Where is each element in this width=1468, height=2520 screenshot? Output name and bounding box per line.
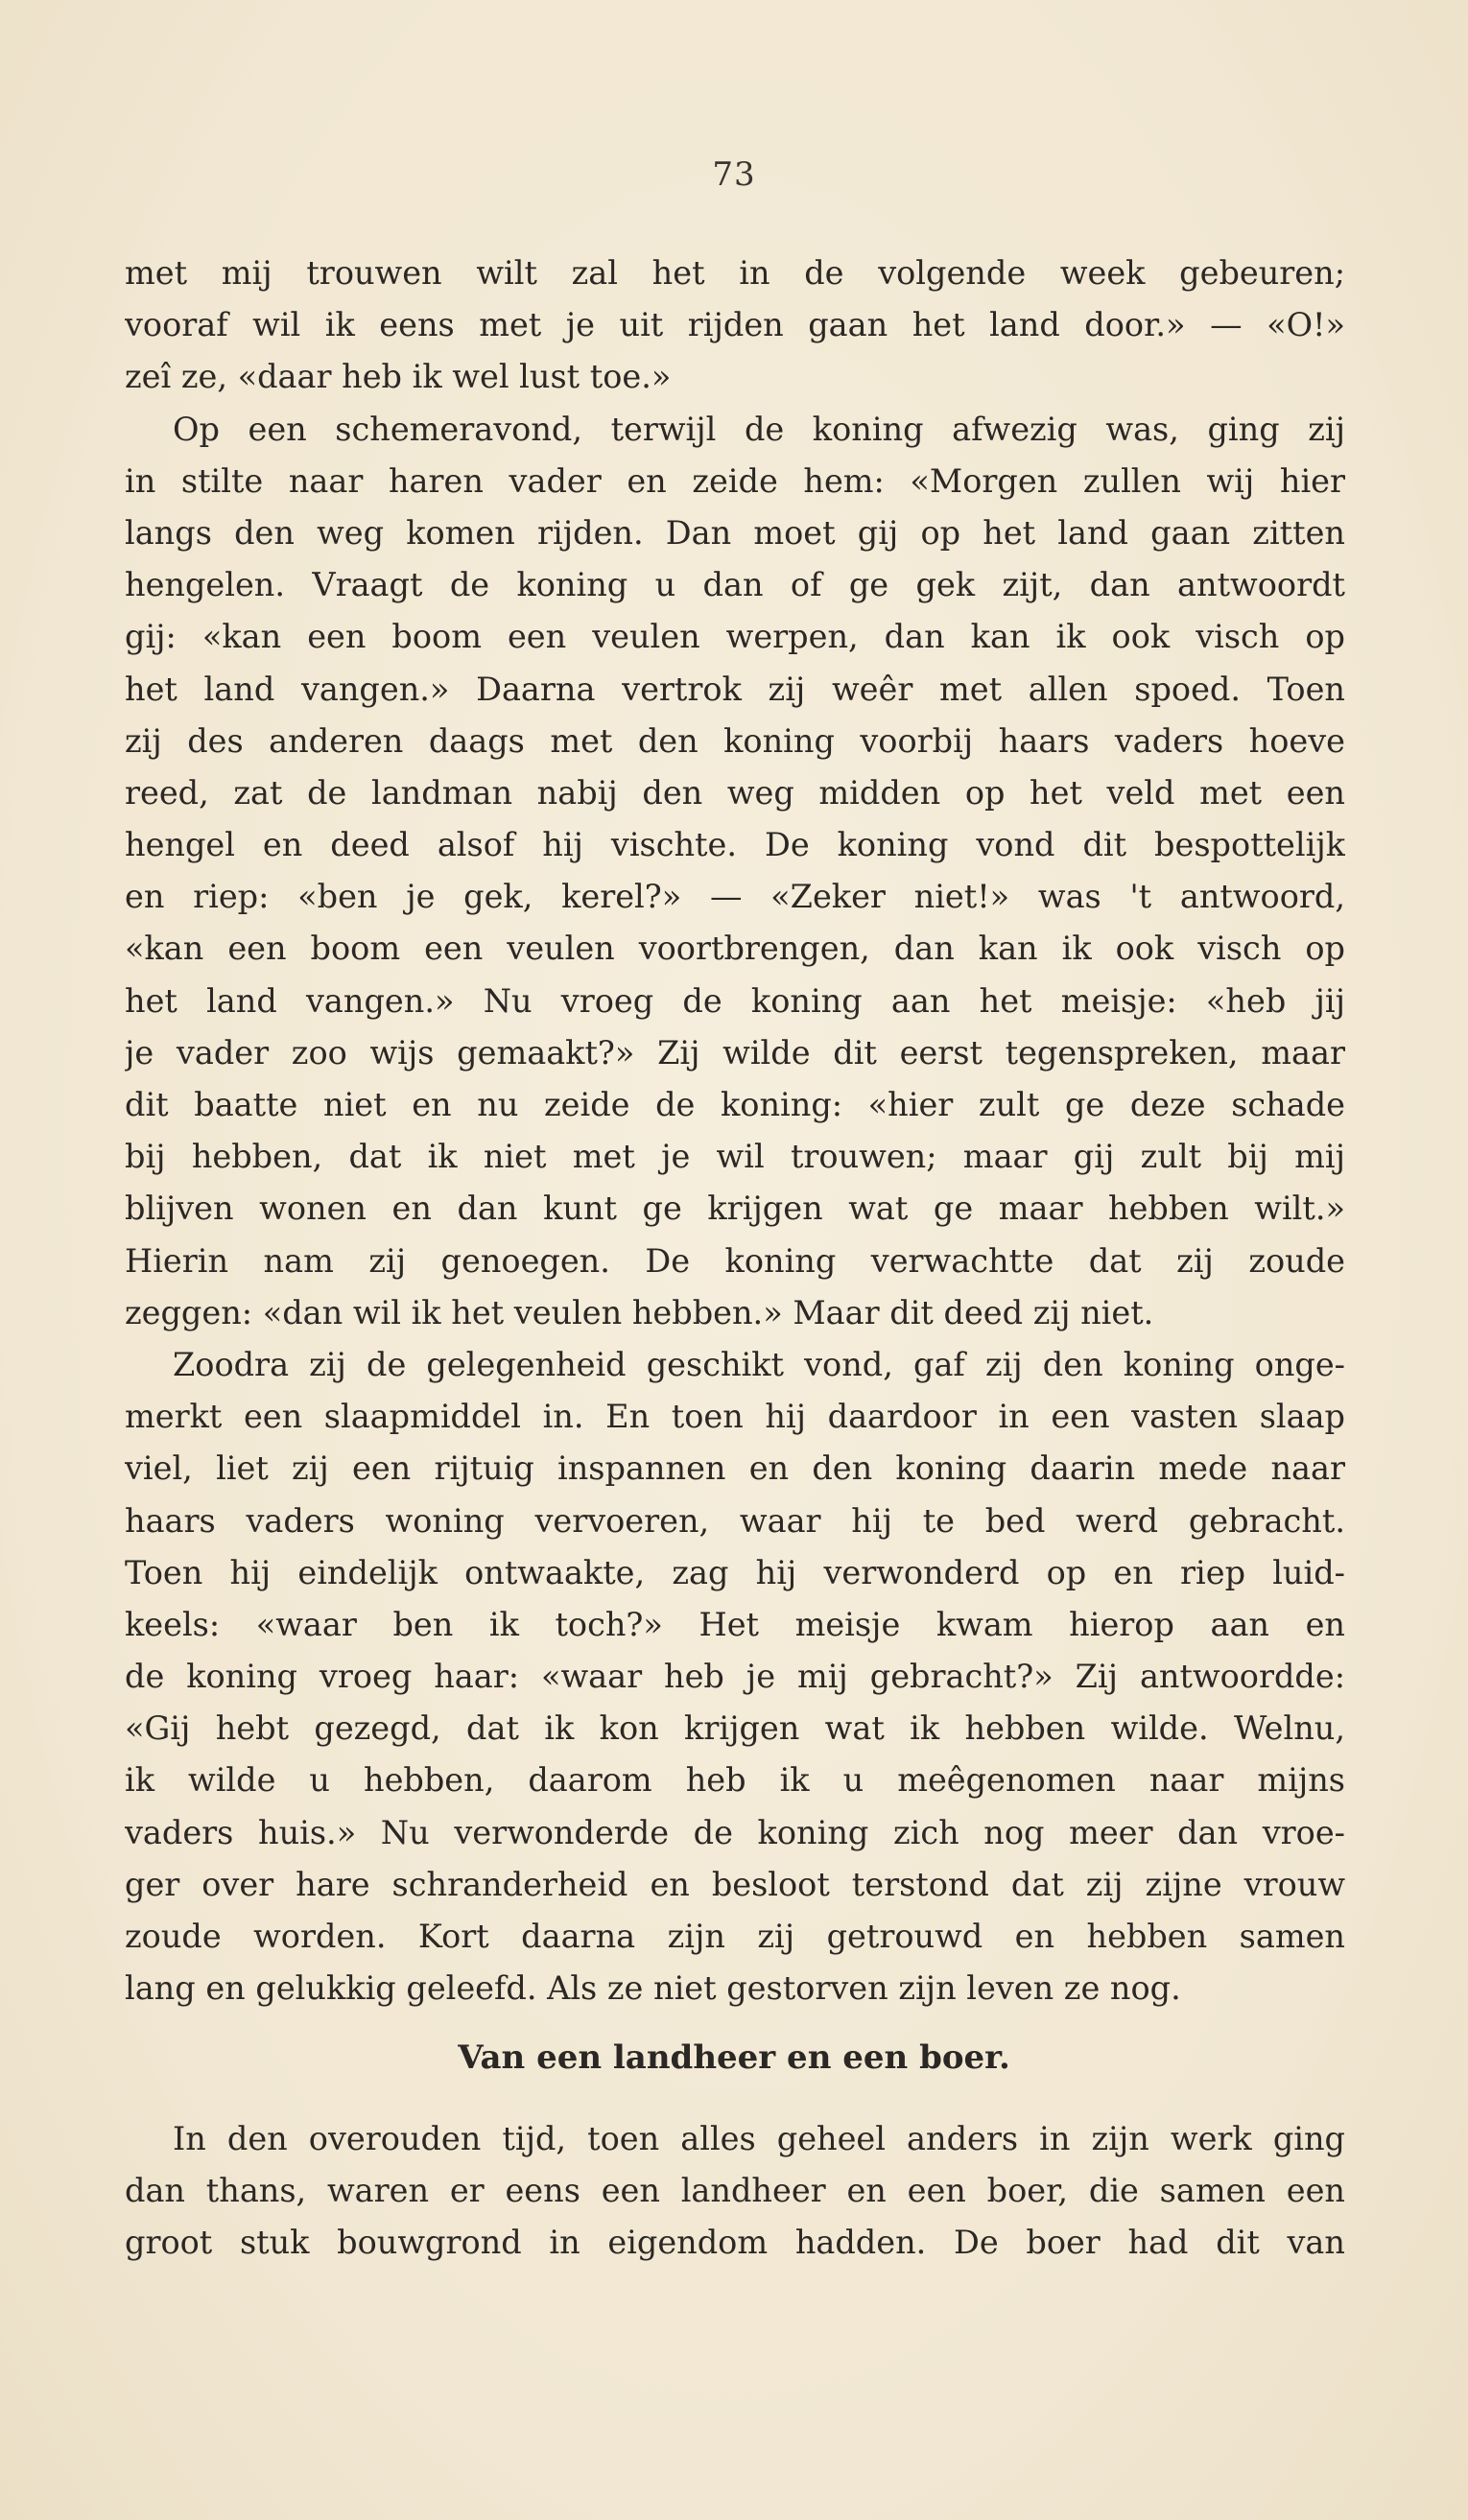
text-line: het land vangen.» Nu vroeg de koning aan het meisje: «heb jij [125,981,1345,1020]
text-line: Toen hij eindelijk ontwaakte, zag hij verwonderd op en riep luid- [125,1553,1345,1591]
text-line: in stilte naar haren vader en zeide hem: «Morgen zullen wij hier [125,461,1345,500]
text-line: haars vaders woning vervoeren, waar hij te bed werd gebracht. [125,1501,1345,1540]
text-line: gij: «kan een boom een veulen werpen, dan kan ik ook visch op [125,618,1345,656]
text-line: zeî ze, «daar heb ik wel lust toe.» [125,358,672,396]
section-heading: Van een landheer en een boer. [458,2038,1010,2077]
text-line: hengelen. Vraagt de koning u dan of ge gek zijt, dan antwoordt [125,566,1345,604]
text-line: hengel en deed alsof hij vischte. De koning vond dit bespottelijk [125,826,1345,864]
text-line: reed, zat de landman nabij den weg midden op het veld met een [125,773,1345,812]
text-line: Hierin nam zij genoegen. De koning verwachtte dat zij zoude [125,1241,1345,1280]
text-line: viel, liet zij een rijtuig inspannen en den koning daarin mede naar [125,1449,1345,1488]
text-line: Op een schemeravond, terwijl de koning afwezig was, ging zij [173,410,1345,448]
text-line: dit baatte niet en nu zeide de koning: «hier zult ge deze schade [125,1086,1345,1123]
text-line: je vader zoo wijs gemaakt?» Zij wilde dit eerst tegenspreken, maar [125,1033,1345,1072]
text-line: groot stuk bouwgrond in eigendom hadden. De boer had dit van [125,2224,1345,2262]
page-number: 73 [712,155,756,194]
text-line: zij des anderen daags met den koning voorbij haars vaders hoeve [125,721,1345,760]
text-line: In den overouden tijd, toen alles geheel anders in zijn werk ging [173,2120,1345,2157]
text-line: zoude worden. Kort daarna zijn zij getrouwd en hebben samen [125,1918,1345,1955]
next-story-text [125,2113,1345,2270]
text-line: keels: «waar ben ik toch?» Het meisje kwam hierop aan en [125,1605,1345,1643]
text-line: vooraf wil ik eens met je uit rijden gaan het land door.» — «O!» [125,306,1345,344]
text-line: bij hebben, dat ik niet met je wil trouwen; maar gij zult bij mij [125,1138,1345,1176]
text-line: de koning vroeg haar: «waar heb je mij gebracht?» Zij antwoordde: [125,1658,1345,1696]
text-line: ik wilde u hebben, daarom heb ik u meêgenomen naar mijns [125,1761,1345,1800]
text-line: zeggen: «dan wil ik het veulen hebben.» Maar dit deed zij niet. [125,1293,1154,1331]
text-line: vaders huis.» Nu verwonderde de koning zich nog meer dan vroe- [125,1813,1345,1851]
story-text [125,247,1345,2014]
text-line: met mij trouwen wilt zal het in de volgende week gebeuren; [125,254,1345,292]
text-line: het land vangen.» Daarna vertrok zij weêr met allen spoed. Toen [125,670,1345,708]
text-line: Zoodra zij de gelegenheid geschikt vond, gaf zij den koning onge- [173,1345,1345,1383]
text-line: merkt een slaapmiddel in. En toen hij daardoor in een vasten slaap [125,1398,1345,1436]
text-line: «Gij hebt gezegd, dat ik kon krijgen wat ik hebben wilde. Welnu, [125,1709,1345,1748]
text-line: ger over hare schranderheid en besloot terstond dat zij zijne vrouw [125,1865,1345,1903]
text-line: blijven wonen en dan kunt ge krijgen wat ge maar hebben wilt.» [125,1189,1345,1228]
text-line: dan thans, waren er eens een landheer en een boer, die samen een [125,2172,1345,2210]
text-line: lang en gelukkig geleefd. Als ze niet gestorven zijn leven ze nog. [125,1969,1181,2008]
text-line: «kan een boom een veulen voortbrengen, dan kan ik ook visch op [125,930,1345,968]
text-line: en riep: «ben je gek, kerel?» — «Zeker niet!» was 't antwoord, [125,878,1345,916]
text-line: langs den weg komen rijden. Dan moet gij op het land gaan zitten [125,513,1345,552]
